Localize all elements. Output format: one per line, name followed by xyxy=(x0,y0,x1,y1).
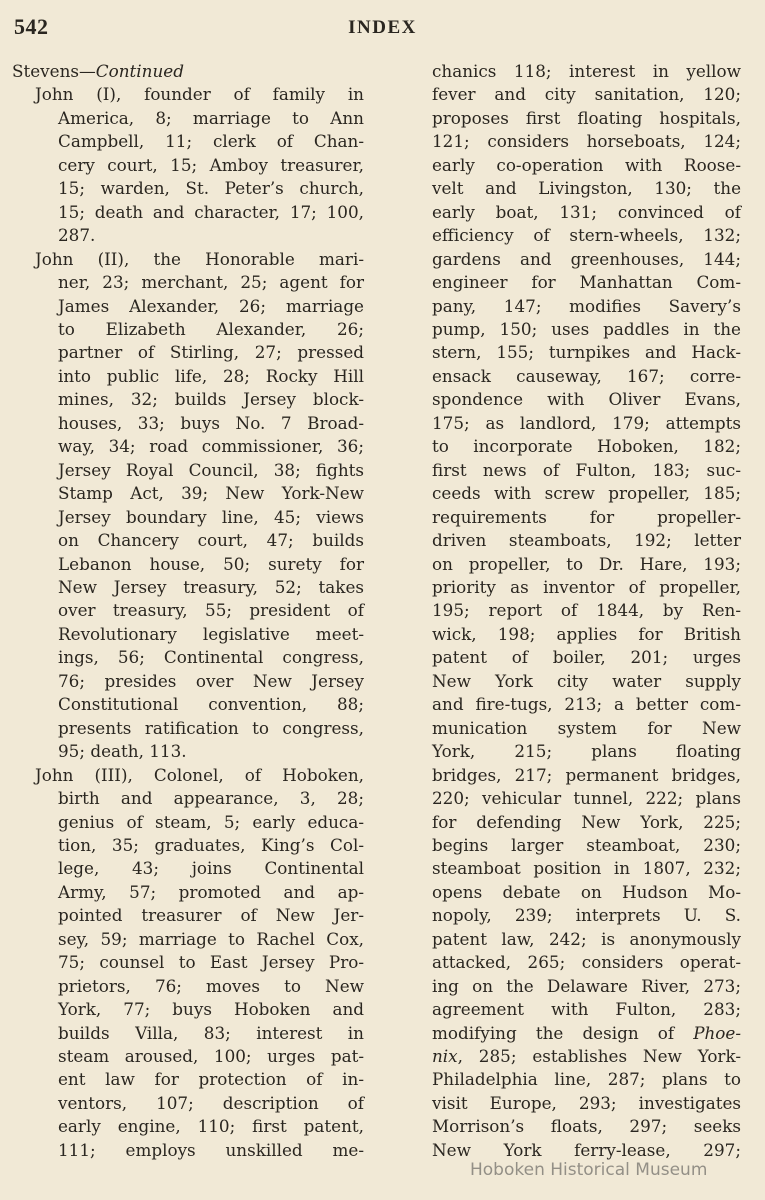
index-line: nopoly, 239; interprets U. S. xyxy=(432,905,741,926)
index-line: New York city water supply xyxy=(432,670,741,691)
index-line: early boat, 131; convinced of xyxy=(432,201,741,222)
index-line-text: , 285; establishes New York- xyxy=(457,1046,741,1067)
index-line: driven steamboats, 192; letter xyxy=(432,530,741,551)
index-line: ings, 56; Continental congress, xyxy=(58,647,364,668)
index-line: tion, 35; graduates, King’s Col- xyxy=(58,834,364,855)
index-line: to incorporate Hoboken, 182; xyxy=(432,436,741,457)
index-line: patent law, 242; is anonymously xyxy=(432,928,741,949)
index-line: steam aroused, 100; urges pat- xyxy=(58,1046,364,1067)
index-line: 287. xyxy=(58,225,96,246)
index-line-text: modifying the design of xyxy=(432,1022,694,1043)
index-line: John (III), Colonel, of Hoboken, xyxy=(35,764,364,785)
index-line: attacked, 265; considers operat- xyxy=(432,952,741,973)
index-line: 75; counsel to East Jersey Pro- xyxy=(58,952,364,973)
index-line: proposes first floating hospitals, xyxy=(432,107,741,128)
index-line: early engine, 110; first patent, xyxy=(58,1116,364,1137)
index-line: houses, 33; buys No. 7 Broad- xyxy=(58,412,364,433)
index-line: John (II), the Honorable mari- xyxy=(35,248,364,269)
index-line: agreement with Fulton, 283; xyxy=(432,999,741,1020)
index-line: spondence with Oliver Evans, xyxy=(432,389,741,410)
index-line: and fire-tugs, 213; a better com- xyxy=(432,694,741,715)
index-line: efficiency of stern-wheels, 132; xyxy=(432,225,741,246)
index-line: Jersey boundary line, 45; views xyxy=(58,506,364,527)
index-line: into public life, 28; Rocky Hill xyxy=(58,365,364,386)
index-line: 195; report of 1844, by Ren- xyxy=(432,600,741,621)
index-line: ent law for protection of in- xyxy=(58,1069,364,1090)
index-column-left xyxy=(12,60,364,1162)
index-line: wick, 198; applies for British xyxy=(432,623,741,644)
index-line: Army, 57; promoted and ap- xyxy=(58,881,364,902)
index-line: Jersey Royal Council, 38; fights xyxy=(58,459,364,480)
index-line: 76; presides over New Jersey xyxy=(58,670,364,691)
index-heading-suffix: Continued xyxy=(95,61,184,81)
index-line: priority as inventor of propeller, xyxy=(432,576,741,597)
index-line: chanics 118; interest in yellow xyxy=(432,61,741,81)
index-heading-name: Stevens xyxy=(12,61,80,81)
index-line: gardens and greenhouses, 144; xyxy=(432,248,741,269)
index-line: partner of Stirling, 27; pressed xyxy=(58,342,364,363)
index-line: fever and city sanitation, 120; xyxy=(432,84,741,105)
index-line: lege, 43; joins Continental xyxy=(58,858,364,879)
index-line: on propeller, to Dr. Hare, 193; xyxy=(432,553,741,574)
index-line: Morrison’s floats, 297; seeks xyxy=(432,1116,741,1137)
index-line: prietors, 76; moves to New xyxy=(58,975,364,996)
index-line: bridges, 217; permanent bridges, xyxy=(432,764,741,785)
index-line: Campbell, 11; clerk of Chan- xyxy=(58,131,364,152)
index-line: Philadelphia line, 287; plans to xyxy=(432,1069,741,1090)
italic-title-phoenix: Phoe- xyxy=(693,1022,741,1043)
running-head: INDEX xyxy=(348,17,417,38)
index-line: mines, 32; builds Jersey block- xyxy=(58,389,364,410)
index-line: ner, 23; merchant, 25; agent for xyxy=(58,272,364,293)
index-line: Lebanon house, 50; surety for xyxy=(58,553,364,574)
index-line: James Alexander, 26; marriage xyxy=(58,295,364,316)
index-line: 220; vehicular tunnel, 222; plans xyxy=(432,788,741,809)
index-line: pany, 147; modifies Savery’s xyxy=(432,295,741,316)
index-line: steamboat position in 1807, 232; xyxy=(432,858,741,879)
index-line: to Elizabeth Alexander, 26; xyxy=(58,318,364,339)
index-line: 111; employs unskilled me- xyxy=(58,1139,364,1160)
index-line: on Chancery court, 47; builds xyxy=(58,530,364,551)
watermark: Hoboken Historical Museum xyxy=(470,1160,708,1180)
index-line: for defending New York, 225; xyxy=(432,811,741,832)
index-line: 15; death and character, 17; 100, xyxy=(58,201,364,222)
index-line xyxy=(432,1045,741,1068)
index-line: New Jersey treasury, 52; takes xyxy=(58,576,364,597)
index-line: engineer for Manhattan Com- xyxy=(432,272,741,293)
index-line: sey, 59; marriage to Rachel Cox, xyxy=(58,928,364,949)
index-line: birth and appearance, 3, 28; xyxy=(58,788,364,809)
page-number: 542 xyxy=(14,14,49,39)
index-line: 95; death, 113. xyxy=(58,741,187,762)
index-line: ensack causeway, 167; corre- xyxy=(432,365,741,386)
index-line: early co-operation with Roose- xyxy=(432,154,741,175)
index-line: 121; considers horseboats, 124; xyxy=(432,131,741,152)
index-line: genius of steam, 5; early educa- xyxy=(58,811,364,832)
index-line: first news of Fulton, 183; suc- xyxy=(432,459,741,480)
index-line: ing on the Delaware River, 273; xyxy=(432,975,741,996)
index-line xyxy=(432,1022,741,1045)
index-line: presents ratification to congress, xyxy=(58,717,364,738)
index-line: begins larger steamboat, 230; xyxy=(432,834,741,855)
index-line: builds Villa, 83; interest in xyxy=(58,1022,364,1043)
index-line: ceeds with screw propeller, 185; xyxy=(432,483,741,504)
index-line: stern, 155; turnpikes and Hack- xyxy=(432,342,741,363)
index-heading: Stevens—Continued xyxy=(12,61,184,81)
index-line: York, 77; buys Hoboken and xyxy=(58,999,364,1020)
index-line: York, 215; plans floating xyxy=(432,741,741,762)
index-line: opens debate on Hudson Mo- xyxy=(432,881,741,902)
index-line: Revolutionary legislative meet- xyxy=(58,623,364,644)
index-line: munication system for New xyxy=(432,717,741,738)
italic-title-phoenix: nix xyxy=(432,1046,458,1067)
index-line: pointed treasurer of New Jer- xyxy=(58,905,364,926)
page-header xyxy=(14,14,751,48)
index-line: pump, 150; uses paddles in the xyxy=(432,318,741,339)
index-line: cery court, 15; Amboy treasurer, xyxy=(58,154,364,175)
index-line: velt and Livingston, 130; the xyxy=(432,178,741,199)
index-line: ventors, 107; description of xyxy=(58,1092,364,1113)
index-line: requirements for propeller- xyxy=(432,506,741,527)
index-line: New York ferry-lease, 297; xyxy=(432,1139,741,1160)
index-line: John (I), founder of family in xyxy=(35,84,364,105)
index-line: way, 34; road commissioner, 36; xyxy=(58,436,364,457)
index-line: over treasury, 55; president of xyxy=(58,600,364,621)
index-line: 175; as landlord, 179; attempts xyxy=(432,412,741,433)
index-line: 15; warden, St. Peter’s church, xyxy=(58,178,364,199)
index-line: Constitutional convention, 88; xyxy=(58,694,364,715)
index-column-right xyxy=(432,60,741,1162)
index-line: America, 8; marriage to Ann xyxy=(58,107,364,128)
index-line: visit Europe, 293; investigates xyxy=(432,1092,741,1113)
index-line: Stamp Act, 39; New York-New xyxy=(58,483,364,504)
index-line: patent of boiler, 201; urges xyxy=(432,647,741,668)
